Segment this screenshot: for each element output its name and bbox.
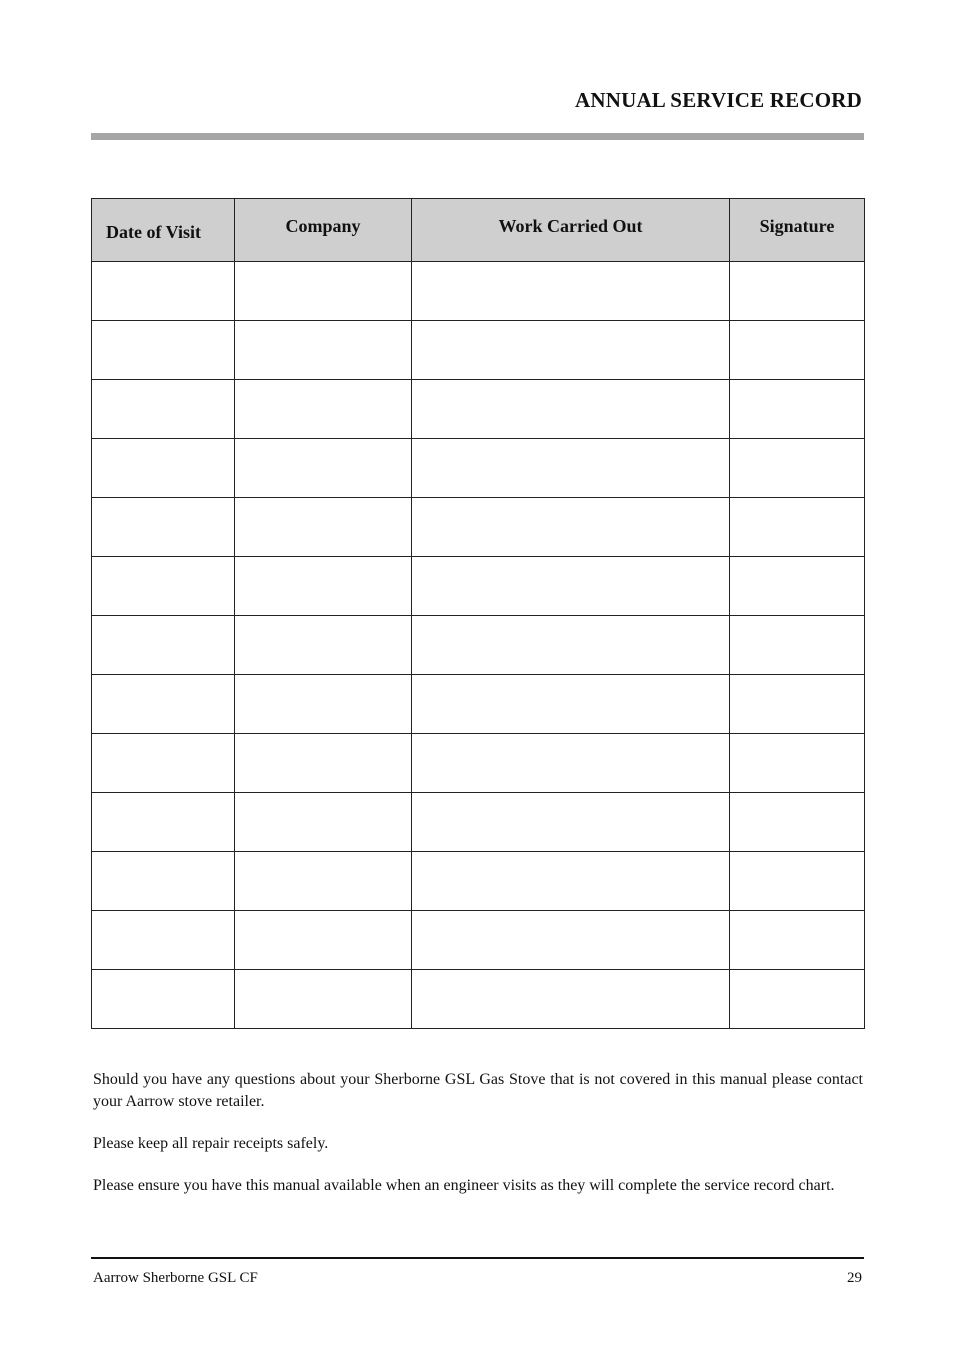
cell-signature[interactable]	[730, 557, 865, 616]
cell-date[interactable]	[92, 675, 235, 734]
cell-company[interactable]	[235, 852, 412, 911]
cell-work[interactable]	[412, 380, 730, 439]
note-manual: Please ensure you have this manual available when an engineer visits as they will complete the service record chart.	[93, 1177, 835, 1194]
cell-company[interactable]	[235, 616, 412, 675]
cell-work[interactable]	[412, 262, 730, 321]
cell-signature[interactable]	[730, 970, 865, 1029]
title-divider	[91, 133, 864, 140]
cell-company[interactable]	[235, 321, 412, 380]
column-header-date: Date of Visit	[92, 199, 235, 262]
cell-date[interactable]	[92, 262, 235, 321]
footer-product-name: Aarrow Sherborne GSL CF	[93, 1270, 258, 1286]
table-row	[92, 675, 865, 734]
cell-work[interactable]	[412, 793, 730, 852]
table-row	[92, 262, 865, 321]
cell-work[interactable]	[412, 557, 730, 616]
cell-date[interactable]	[92, 911, 235, 970]
cell-signature[interactable]	[730, 852, 865, 911]
cell-signature[interactable]	[730, 734, 865, 793]
table-row	[92, 734, 865, 793]
cell-work[interactable]	[412, 734, 730, 793]
cell-date[interactable]	[92, 439, 235, 498]
cell-date[interactable]	[92, 970, 235, 1029]
cell-date[interactable]	[92, 557, 235, 616]
cell-date[interactable]	[92, 616, 235, 675]
cell-work[interactable]	[412, 439, 730, 498]
cell-company[interactable]	[235, 675, 412, 734]
column-header-signature: Signature	[730, 199, 865, 262]
cell-signature[interactable]	[730, 262, 865, 321]
table-row	[92, 852, 865, 911]
cell-signature[interactable]	[730, 321, 865, 380]
table-row	[92, 793, 865, 852]
cell-date[interactable]	[92, 498, 235, 557]
table-row	[92, 439, 865, 498]
table-row	[92, 557, 865, 616]
table-body	[92, 262, 865, 1029]
cell-work[interactable]	[412, 616, 730, 675]
table-row	[92, 380, 865, 439]
cell-work[interactable]	[412, 911, 730, 970]
table-row	[92, 616, 865, 675]
cell-work[interactable]	[412, 321, 730, 380]
page-title: ANNUAL SERVICE RECORD	[574, 88, 862, 112]
note-questions: Should you have any questions about your Sherborne GSL Gas Stove that is not covered in this manual please contact your Aarrow stove retailer.	[93, 1071, 863, 1110]
cell-signature[interactable]	[730, 911, 865, 970]
cell-company[interactable]	[235, 498, 412, 557]
cell-work[interactable]	[412, 852, 730, 911]
cell-date[interactable]	[92, 852, 235, 911]
cell-signature[interactable]	[730, 498, 865, 557]
service-record-table	[91, 198, 865, 1029]
cell-signature[interactable]	[730, 439, 865, 498]
cell-signature[interactable]	[730, 380, 865, 439]
cell-work[interactable]	[412, 970, 730, 1029]
table-row	[92, 498, 865, 557]
cell-company[interactable]	[235, 439, 412, 498]
cell-company[interactable]	[235, 557, 412, 616]
cell-company[interactable]	[235, 734, 412, 793]
cell-date[interactable]	[92, 793, 235, 852]
cell-company[interactable]	[235, 380, 412, 439]
page-number: 29	[847, 1270, 862, 1286]
cell-company[interactable]	[235, 262, 412, 321]
cell-signature[interactable]	[730, 616, 865, 675]
footer-divider	[91, 1257, 864, 1259]
cell-company[interactable]	[235, 793, 412, 852]
cell-date[interactable]	[92, 321, 235, 380]
cell-signature[interactable]	[730, 675, 865, 734]
table-row	[92, 970, 865, 1029]
column-header-company: Company	[235, 199, 412, 262]
table-header-row	[92, 199, 865, 262]
cell-date[interactable]	[92, 380, 235, 439]
note-receipts: Please keep all repair receipts safely.	[93, 1135, 329, 1152]
cell-work[interactable]	[412, 675, 730, 734]
cell-signature[interactable]	[730, 793, 865, 852]
cell-company[interactable]	[235, 970, 412, 1029]
column-header-work: Work Carried Out	[412, 199, 730, 262]
table-row	[92, 321, 865, 380]
cell-company[interactable]	[235, 911, 412, 970]
cell-date[interactable]	[92, 734, 235, 793]
table-row	[92, 911, 865, 970]
cell-work[interactable]	[412, 498, 730, 557]
